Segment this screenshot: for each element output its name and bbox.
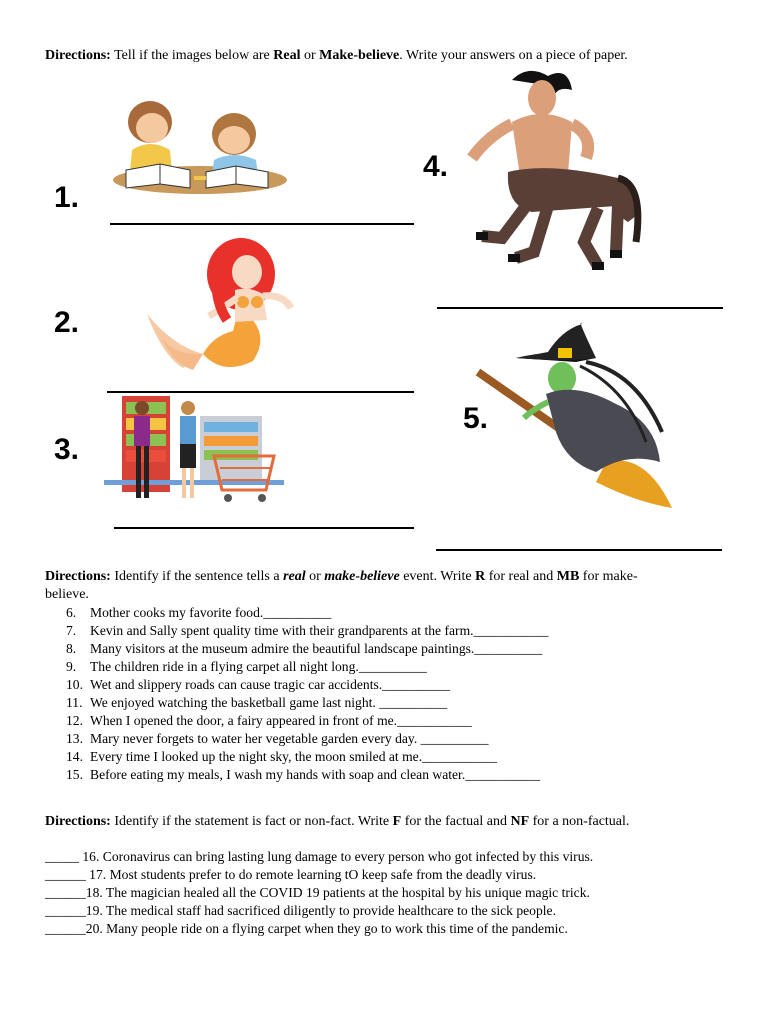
- item-number: 9.: [66, 659, 77, 674]
- r-keyword: R: [475, 569, 486, 584]
- sentence-list: [66, 604, 548, 784]
- list-item: [66, 676, 548, 694]
- directions-text: for make-: [579, 569, 638, 584]
- directions-label: Directions:: [45, 569, 111, 584]
- sentence-text: When I opened the door, a fairy appeared in front of me.___________: [90, 713, 472, 728]
- directions-text: Tell if the images below are: [110, 48, 274, 63]
- directions-text: for the factual and: [401, 814, 511, 829]
- directions-text: Identify if the statement is fact or non-fact. Write: [110, 814, 393, 829]
- directions-text: for a non-factual.: [529, 814, 630, 829]
- nf-keyword: NF: [510, 814, 530, 829]
- item-number: 12.: [66, 713, 83, 728]
- list-item: [66, 604, 548, 622]
- section3-directions: [45, 813, 629, 831]
- sentence-text: Mary never forgets to water her vegetable garden every day. __________: [90, 731, 489, 746]
- sentence-text: Wet and slippery roads can cause tragic car accidents.__________: [90, 677, 451, 692]
- witch-on-broom-icon: [476, 322, 676, 518]
- item-number-5: 5.: [463, 402, 489, 435]
- section1-directions: [45, 47, 628, 65]
- directions-text: or: [300, 48, 320, 63]
- sentence-text: Many visitors at the museum admire the beautiful landscape paintings.__________: [90, 641, 543, 656]
- sentence-text: Every time I looked up the night sky, the moon smiled at me.___________: [90, 749, 497, 764]
- list-item: [66, 712, 548, 730]
- mb-keyword: MB: [556, 569, 580, 584]
- sentence-text: The children ride in a flying carpet all night long.__________: [90, 659, 427, 674]
- real-keyword: real: [283, 569, 306, 584]
- sentence-text: Mother cooks my favorite food.__________: [90, 605, 332, 620]
- list-item: [66, 730, 548, 748]
- item-number: 13.: [66, 731, 83, 746]
- directions-text: or: [305, 569, 325, 584]
- list-item: [66, 658, 548, 676]
- directions-text: . Write your answers on a piece of paper.: [399, 48, 628, 63]
- item-number-2: 2.: [54, 306, 80, 339]
- children-reading-icon: [112, 100, 287, 198]
- answer-line-2[interactable]: [107, 391, 414, 393]
- item-number: 7.: [66, 623, 77, 638]
- item-number: 6.: [66, 605, 77, 620]
- item-number: 11.: [66, 695, 83, 710]
- answer-line-5[interactable]: [436, 549, 722, 551]
- list-item: _____ 16. Coronavirus can bring lasting lung damage to every person who got infected by this virus.: [45, 849, 594, 864]
- list-item: ______ 17. Most students prefer to do remote learning tO keep safe from the deadly virus.: [45, 867, 537, 882]
- directions-label: Directions:: [45, 48, 111, 63]
- centaur-icon: [468, 66, 642, 272]
- list-item: ______18. The magician healed all the COVID 19 patients at the hospital by his unique magic trick.: [45, 885, 590, 900]
- answer-line-3[interactable]: [114, 527, 414, 529]
- list-item: [66, 640, 548, 658]
- statement-list: [45, 848, 593, 938]
- item-number: 10.: [66, 677, 83, 692]
- directions-label: Directions:: [45, 814, 111, 829]
- list-item: [66, 622, 548, 640]
- f-keyword: F: [392, 814, 402, 829]
- directions-text: Identify if the sentence tells a: [110, 569, 284, 584]
- list-item: [66, 748, 548, 766]
- grocery-shoppers-icon: [104, 394, 284, 506]
- item-number-1: 1.: [54, 181, 80, 214]
- directions-text: for real and: [485, 569, 557, 584]
- sentence-text: Before eating my meals, I wash my hands with soap and clean water.___________: [90, 767, 540, 782]
- item-number-3: 3.: [54, 433, 80, 466]
- item-number: 8.: [66, 641, 77, 656]
- make-believe-keyword: Make-believe: [319, 48, 400, 63]
- sentence-text: We enjoyed watching the basketball game last night. __________: [90, 695, 448, 710]
- list-item: [66, 694, 548, 712]
- mermaid-icon: [143, 236, 293, 376]
- real-keyword: Real: [273, 48, 301, 63]
- directions-text: event. Write: [399, 569, 476, 584]
- item-number: 15.: [66, 767, 83, 782]
- item-number-4: 4.: [423, 150, 449, 183]
- directions-text: believe.: [45, 587, 89, 602]
- answer-line-1[interactable]: [110, 223, 414, 225]
- list-item: ______20. Many people ride on a flying carpet when they go to work this time of the pandemic.: [45, 921, 568, 936]
- list-item: [66, 766, 548, 784]
- section2-directions: [45, 568, 705, 604]
- item-number: 14.: [66, 749, 83, 764]
- list-item: ______19. The medical staff had sacrificed diligently to provide healthcare to the sick people.: [45, 903, 556, 918]
- answer-line-4[interactable]: [437, 307, 723, 309]
- sentence-text: Kevin and Sally spent quality time with their grandparents at the farm.___________: [90, 623, 549, 638]
- make-believe-keyword: make-believe: [324, 569, 400, 584]
